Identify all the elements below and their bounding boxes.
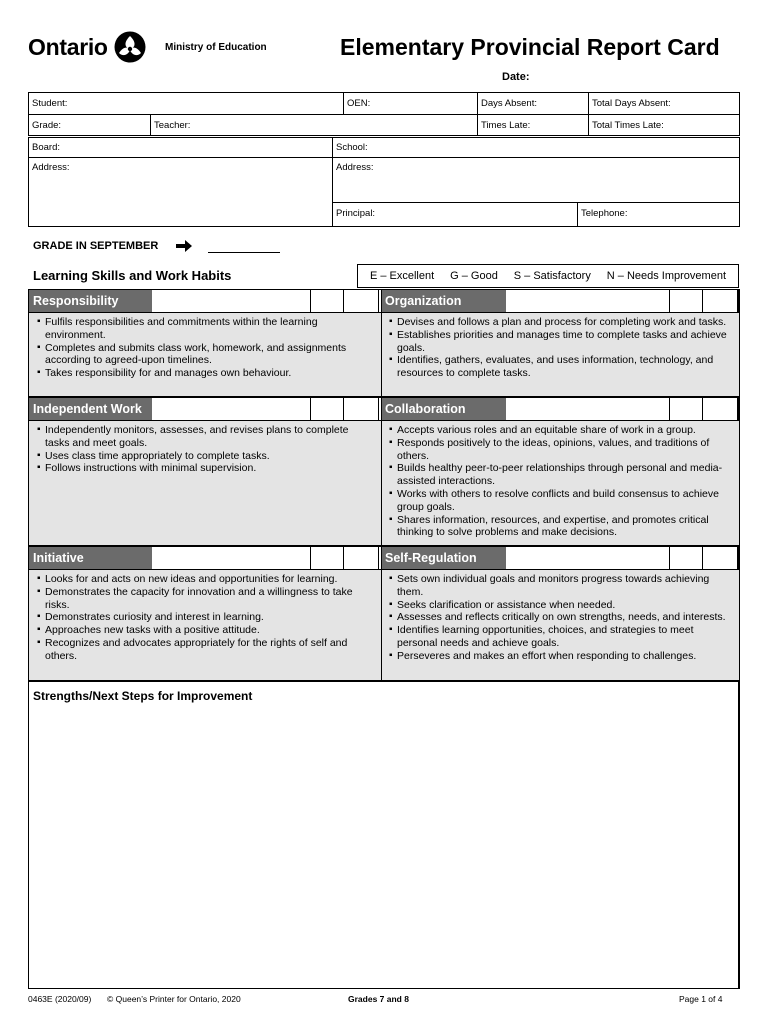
page-number: Page 1 of 4 [679, 994, 723, 1004]
school-info-grid [28, 137, 740, 227]
list-item: ▪ Demonstrates the capacity for innovation and a willingness to take risks. [37, 586, 375, 612]
total-days-absent-field[interactable]: Total Days Absent: [592, 98, 671, 109]
list-item: ▪ Shares information, resources, and expertise, and promotes critical thinking to solve problems and make decisions. [389, 514, 733, 540]
board-address-field[interactable]: Address: [32, 162, 70, 173]
skill-independent-work [29, 398, 381, 420]
list-item: ▪ Demonstrates curiosity and interest in learning. [37, 611, 375, 624]
list-item: ▪ Independently monitors, assesses, and revises plans to complete tasks and meet goals. [37, 424, 375, 450]
teacher-field[interactable]: Teacher: [154, 120, 191, 131]
student-field[interactable]: Student: [32, 98, 68, 109]
principal-field[interactable]: Principal: [336, 208, 376, 219]
list-item: ▪ Establishes priorities and manages time to complete tasks and achieve goals. [389, 329, 733, 355]
brand-wordmark: Ontario [28, 33, 108, 60]
legend-item: N – Needs Improvement [606, 270, 726, 282]
legend-item: S – Satisfactory [513, 270, 591, 282]
skill-items [29, 569, 381, 680]
rating-box[interactable] [310, 290, 344, 312]
oen-field[interactable]: OEN: [347, 98, 371, 109]
list-item: ▪ Approaches new tasks with a positive attitude. [37, 624, 375, 637]
skill-label: Organization [381, 290, 506, 312]
list-item: ▪ Perseveres and makes an effort when responding to challenges. [389, 650, 733, 663]
skill-items [381, 569, 739, 680]
strengths-next-steps-box[interactable] [28, 681, 740, 989]
list-item: ▪ Sets own individual goals and monitors progress towards achieving them. [389, 573, 733, 599]
grade-in-september-label: GRADE IN SEPTEMBER [33, 240, 159, 252]
skill-self-regulation [381, 547, 739, 569]
list-item: ▪ Accepts various roles and an equitable share of work in a group. [389, 424, 733, 437]
list-item: ▪ Responds positively to the ideas, opinions, values, and traditions of others. [389, 437, 733, 463]
rating-box[interactable] [669, 547, 703, 569]
list-item: ▪ Uses class time appropriately to complete tasks. [37, 450, 375, 463]
legend-item: E – Excellent [369, 270, 435, 282]
total-times-late-field[interactable]: Total Times Late: [592, 120, 664, 131]
rating-legend [357, 264, 739, 288]
rating-box[interactable] [704, 398, 738, 420]
school-field[interactable]: School: [336, 142, 368, 153]
skill-responsibility [29, 290, 381, 312]
school-address-field[interactable]: Address: [336, 162, 374, 173]
ontario-logo [28, 30, 146, 64]
list-item: ▪ Devises and follows a plan and process for completing work and tasks. [389, 316, 733, 329]
list-item: ▪ Identifies learning opportunities, choices, and strategies to meet personal needs and achieve goals. [389, 624, 733, 650]
list-item: ▪ Looks for and acts on new ideas and opportunities for learning. [37, 573, 375, 586]
form-id: 0463E (2020/09) [28, 994, 92, 1004]
rating-box[interactable] [669, 290, 703, 312]
list-item: ▪ Identifies, gathers, evaluates, and uses information, technology, and resources to complete tasks. [389, 354, 733, 380]
skill-organization [381, 290, 739, 312]
board-field[interactable]: Board: [32, 142, 60, 153]
days-absent-field[interactable]: Days Absent: [481, 98, 537, 109]
rating-box[interactable] [345, 547, 379, 569]
rating-box[interactable] [704, 547, 738, 569]
skill-collaboration [381, 398, 739, 420]
ministry-name: Ministry of Education [165, 42, 267, 53]
rating-box[interactable] [345, 290, 379, 312]
skill-items [381, 420, 739, 545]
strengths-title: Strengths/Next Steps for Improvement [33, 689, 253, 703]
copyright: © Queen’s Printer for Ontario, 2020 [107, 994, 241, 1004]
legend-item: G – Good [450, 270, 498, 282]
skill-label: Responsibility [29, 290, 152, 312]
grade-in-september-input[interactable] [208, 252, 280, 253]
learning-skills-grid [28, 289, 740, 681]
skill-label: Self-Regulation [381, 547, 506, 569]
list-item: ▪ Takes responsibility for and manages own behaviour. [37, 367, 375, 380]
rating-box[interactable] [345, 398, 379, 420]
learning-skills-title: Learning Skills and Work Habits [33, 268, 232, 283]
skill-label: Independent Work [29, 398, 152, 420]
skill-label: Initiative [29, 547, 152, 569]
list-item: ▪ Follows instructions with minimal supervision. [37, 462, 375, 475]
telephone-field[interactable]: Telephone: [581, 208, 628, 219]
list-item: ▪ Works with others to resolve conflicts and build consensus to achieve group goals. [389, 488, 733, 514]
list-item: ▪ Builds healthy peer-to-peer relationships through personal and media-assisted interactions. [389, 462, 733, 488]
trillium-icon [114, 31, 146, 63]
rating-box[interactable] [310, 398, 344, 420]
list-item: ▪ Seeks clarification or assistance when needed. [389, 599, 733, 612]
info-grid [28, 92, 740, 136]
list-item: ▪ Recognizes and advocates appropriately for the rights of self and others. [37, 637, 375, 663]
list-item: ▪ Fulfils responsibilities and commitments within the learning environment. [37, 316, 375, 342]
page-title: Elementary Provincial Report Card [340, 34, 720, 60]
rating-box[interactable] [669, 398, 703, 420]
arrow-right-icon [176, 240, 192, 252]
skill-label: Collaboration [381, 398, 506, 420]
date-label: Date: [502, 71, 530, 83]
skill-items [381, 312, 739, 396]
skill-items [29, 420, 381, 545]
list-item: ▪ Completes and submits class work, homework, and assignments according to agreed-upon timelines. [37, 342, 375, 368]
grades-label: Grades 7 and 8 [348, 994, 409, 1004]
rating-box[interactable] [704, 290, 738, 312]
grade-field[interactable]: Grade: [32, 120, 62, 131]
rating-box[interactable] [310, 547, 344, 569]
times-late-field[interactable]: Times Late: [481, 120, 531, 131]
list-item: ▪ Assesses and reflects critically on own strengths, needs, and interests. [389, 611, 733, 624]
skill-initiative [29, 547, 381, 569]
skill-items [29, 312, 381, 396]
